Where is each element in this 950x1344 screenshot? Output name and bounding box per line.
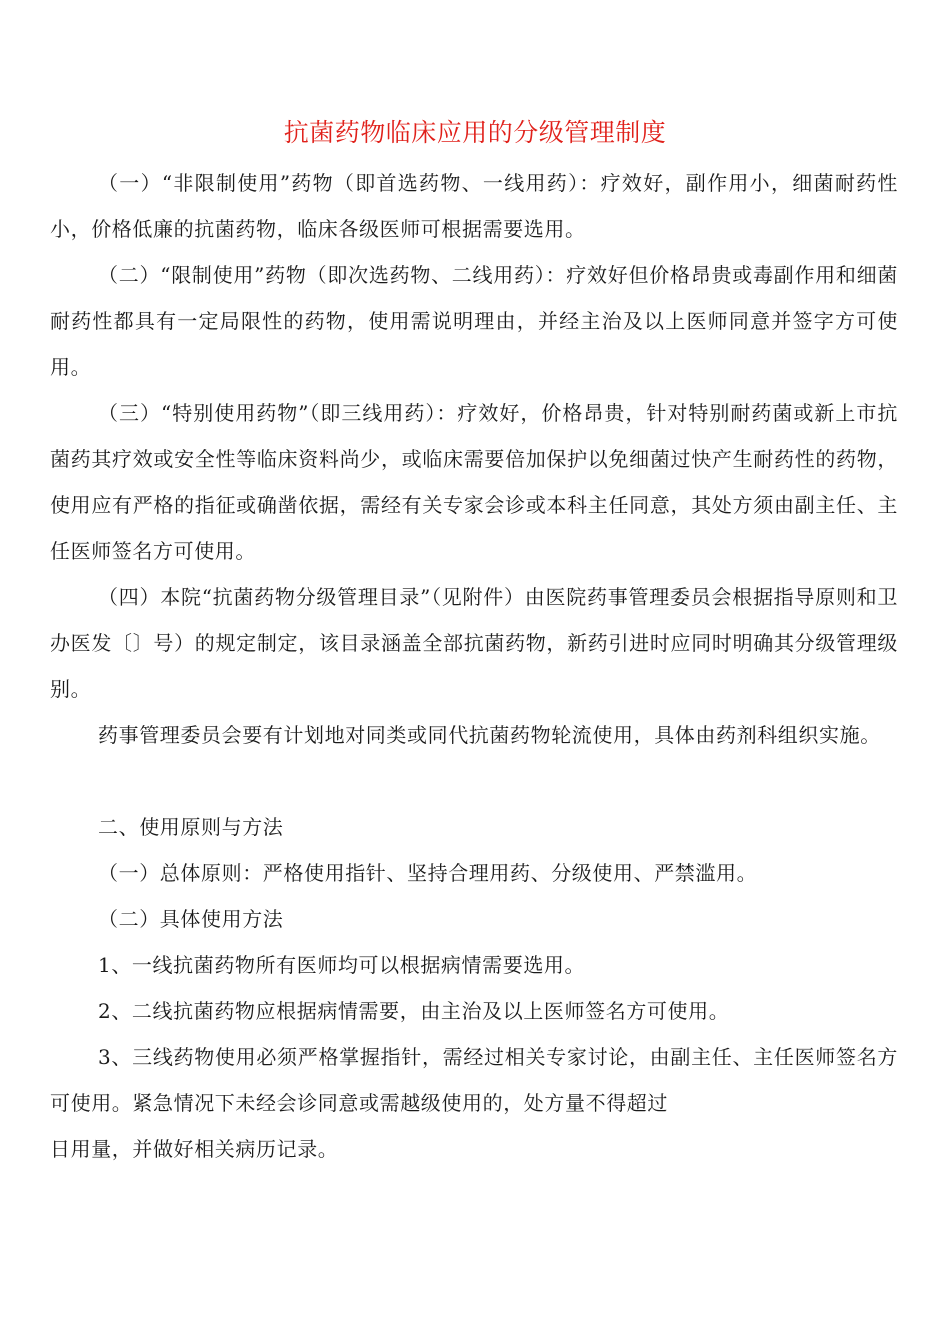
paragraph-restricted: （二）“限制使用”药物（即次选药物、二线用药）：疗效好但价格昂贵或毒副作用和细菌耐药性都具有一定局限性的药物，使用需说明理由，并经主治及以上医师同意并签字方可使用。 bbox=[50, 263, 898, 379]
document-title: 抗菌药物临床应用的分级管理制度 bbox=[283, 118, 667, 147]
paragraph-rotation: 药事管理委员会要有计划地对同类或同代抗菌药物轮流使用，具体由药剂科组织实施。 bbox=[98, 723, 881, 747]
paragraph-specific-methods: （二）具体使用方法 bbox=[98, 907, 284, 931]
paragraph-trailing-line: 日用量，并做好相关病历记录。 bbox=[50, 1137, 339, 1161]
list-item-second-line: 2、二线抗菌药物应根据病情需要，由主治及以上医师签名方可使用。 bbox=[98, 999, 730, 1023]
list-item-first-line: 1、一线抗菌药物所有医师均可以根据病情需要选用。 bbox=[98, 953, 586, 977]
list-item-third-line: 3、三线药物使用必须严格掌握指针，需经过相关专家讨论，由副主任、主任医师签名方可使用。紧急情况下未经会诊同意或需越级使用的，处方量不得超过 bbox=[50, 1045, 898, 1115]
paragraph-non-restricted: （一）“非限制使用”药物（即首选药物、一线用药）：疗效好，副作用小，细菌耐药性小，价格低廉的抗菌药物，临床各级医师可根据需要选用。 bbox=[50, 171, 898, 241]
paragraph-hospital-catalog: （四）本院“抗菌药物分级管理目录”（见附件）由医院药事管理委员会根据指导原则和卫办医发〔〕号）的规定制定，该目录涵盖全部抗菌药物，新药引进时应同时明确其分级管理级别。 bbox=[50, 585, 898, 701]
paragraph-special-use: （三）“特别使用药物”（即三线用药）：疗效好，价格昂贵，针对特别耐药菌或新上市抗菌药其疗效或安全性等临床资料尚少，或临床需要倍加保护以免细菌过快产生耐药性的药物，使用应有严格的指征或确凿依据，需经有关专家会诊或本科主任同意，其处方须由副主任、主任医师签名方可使用。 bbox=[50, 401, 898, 563]
section-heading-usage: 二、使用原则与方法 bbox=[98, 815, 284, 839]
paragraph-general-principle: （一）总体原则：严格使用指针、坚持合理用药、分级使用、严禁滥用。 bbox=[98, 861, 758, 885]
